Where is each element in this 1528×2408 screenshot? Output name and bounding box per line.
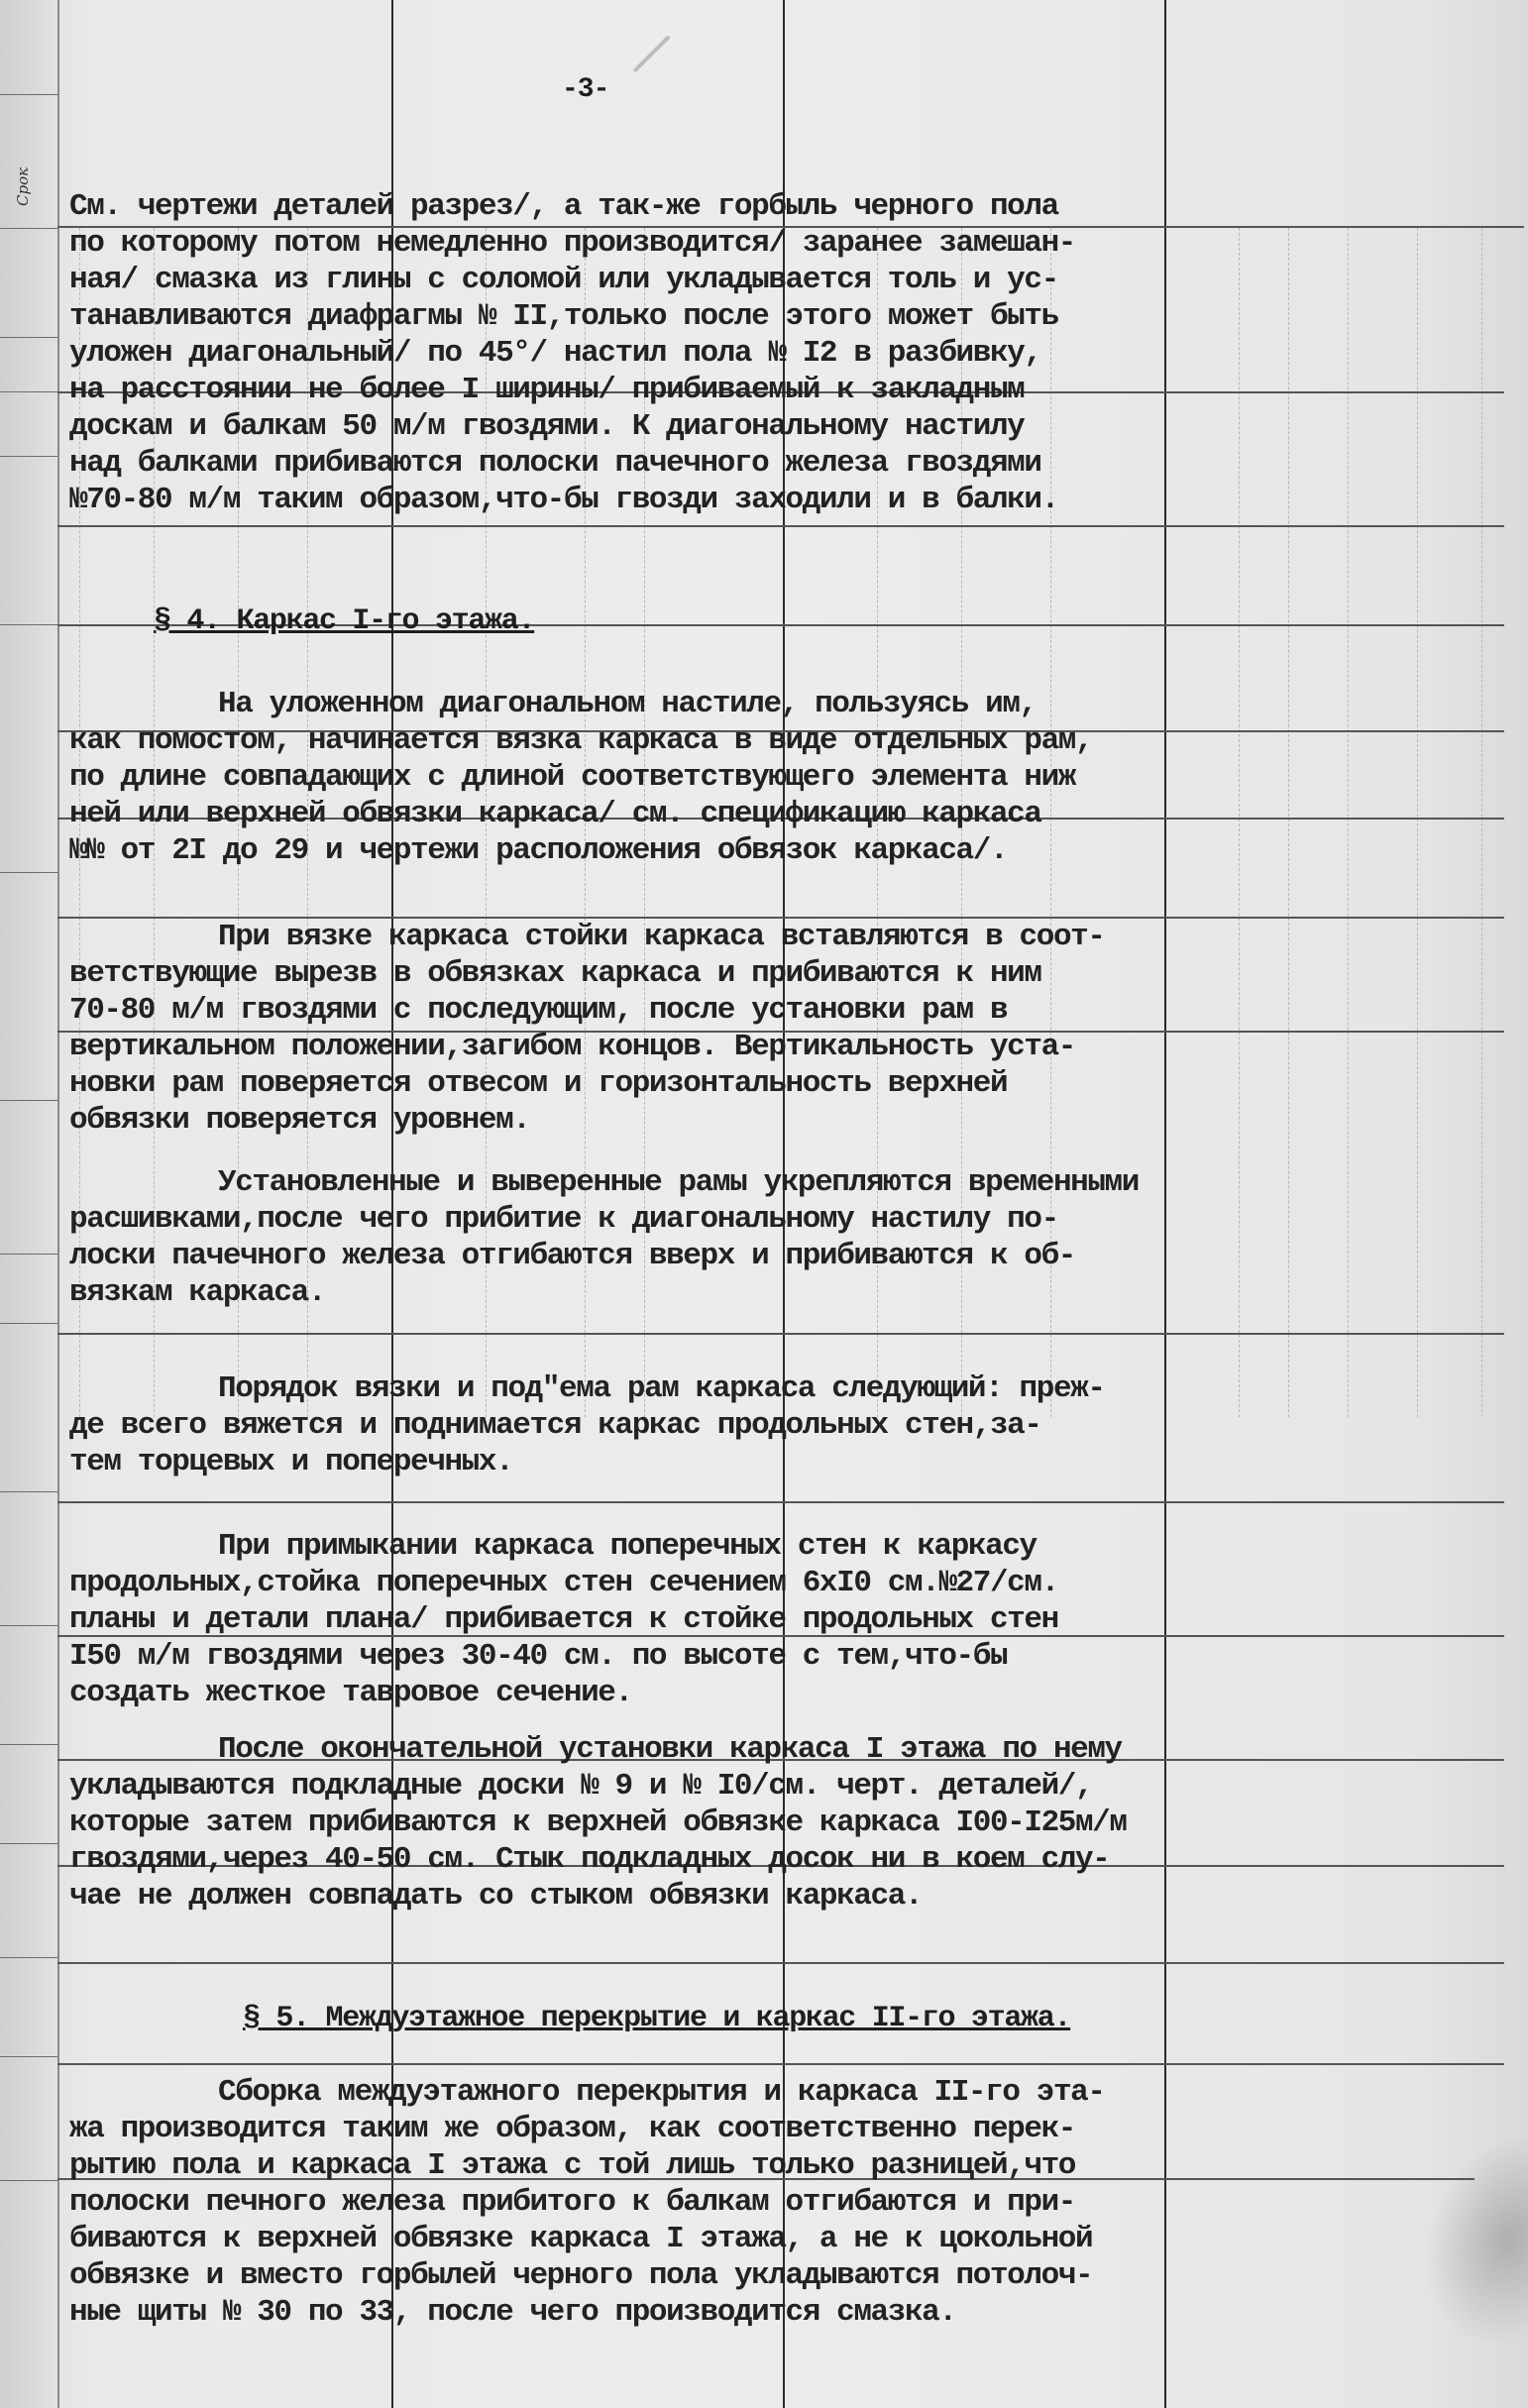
margin-divider bbox=[0, 391, 57, 392]
text-line: тем торцевых и поперечных. bbox=[69, 1445, 513, 1479]
paragraph-4 bbox=[69, 1164, 1387, 1311]
grid-horizontal-rule bbox=[57, 1962, 1504, 1964]
text-line: См. чертежи деталей разрез/, а так-же горбыль черного пола bbox=[69, 189, 1058, 224]
text-line: де всего вяжется и поднимается каркас продольных стен,за- bbox=[69, 1408, 1041, 1443]
margin-divider bbox=[0, 2056, 57, 2057]
text-line: На уложенном диагональном настиле, пользуясь им, bbox=[218, 687, 1037, 721]
margin-divider bbox=[0, 1491, 57, 1492]
text-line: как помостом, начинается вязка каркаса в виде отдельных рам, bbox=[69, 723, 1093, 758]
paragraph-8 bbox=[69, 2074, 1387, 2331]
margin-divider bbox=[0, 1254, 57, 1255]
text-line: лоски пачечного железа отгибаются вверх и прибиваются к об- bbox=[69, 1239, 1075, 1273]
margin-divider bbox=[0, 624, 57, 625]
text-line: жа производится таким же образом, как соответственно перек- bbox=[69, 2112, 1075, 2146]
text-line: ная/ смазка из глины с соломой или укладывается толь и ус- bbox=[69, 263, 1058, 297]
margin-label-srok: Срок bbox=[14, 166, 32, 206]
text-line: над балками прибиваются полоски пачечного железа гвоздями bbox=[69, 446, 1041, 481]
text-line: Установленные и выверенные рамы укрепляются временными bbox=[218, 1165, 1139, 1200]
paragraph-1 bbox=[69, 188, 1387, 518]
section-4-heading: § 4. Каркас I-го этажа. bbox=[154, 604, 535, 638]
left-margin-strip bbox=[0, 0, 59, 2408]
margin-divider bbox=[0, 337, 57, 338]
text-line: 70-80 м/м гвоздями с последующим, после установки рам в bbox=[69, 993, 1008, 1028]
margin-divider bbox=[0, 872, 57, 873]
text-line: уложен диагональный/ по 45°/ настил пола № I2 в разбивку, bbox=[69, 336, 1041, 371]
text-line: рытию пола и каркаса I этажа с той лишь только разницей,что bbox=[69, 2148, 1075, 2183]
margin-divider bbox=[0, 1625, 57, 1626]
text-line: №№ от 2I до 29 и чертежи расположения обвязок каркаса/. bbox=[69, 833, 1008, 868]
text-line: Порядок вязки и под"ема рам каркаса следующий: преж- bbox=[218, 1371, 1105, 1406]
text-line: При вязке каркаса стойки каркаса вставляются в соот- bbox=[218, 920, 1105, 954]
paragraph-3 bbox=[69, 919, 1387, 1139]
paragraph-2 bbox=[69, 686, 1387, 869]
pencil-mark bbox=[633, 35, 671, 72]
paper-scuff bbox=[1396, 2110, 1528, 2368]
margin-divider bbox=[0, 1100, 57, 1101]
margin-divider bbox=[0, 1843, 57, 1844]
text-line: новки рам поверяется отвесом и горизонтальность верхней bbox=[69, 1066, 1008, 1101]
text-line: по длине совпадающих с длиной соответствующего элемента ниж bbox=[69, 760, 1075, 795]
text-line: обвязке и вместо горбылей черного пола укладываются потолоч- bbox=[69, 2258, 1093, 2293]
text-line: После окончательной установки каркаса I этажа по нему bbox=[218, 1732, 1122, 1767]
text-line: вертикальном положении,загибом концов. Вертикальность уста- bbox=[69, 1030, 1075, 1064]
section-5-heading: § 5. Междуэтажное перекрытие и каркас II-го этажа. bbox=[243, 2002, 1071, 2035]
paragraph-5 bbox=[69, 1370, 1387, 1480]
grid-horizontal-rule bbox=[57, 1333, 1504, 1335]
text-line: биваются к верхней обвязке каркаса I этажа, а не к цокольной bbox=[69, 2222, 1093, 2256]
text-line: ветствующие вырезв в обвязках каркаса и прибиваются к ним bbox=[69, 956, 1041, 991]
margin-divider bbox=[0, 2180, 57, 2181]
text-line: I50 м/м гвоздями через 30-40 см. по высоте с тем,что-бы bbox=[69, 1639, 1008, 1674]
text-line: вязкам каркаса. bbox=[69, 1275, 326, 1310]
text-line: чае не должен совпадать со стыком обвязки каркаса. bbox=[69, 1879, 923, 1914]
text-line: расшивками,после чего прибитие к диагональному настилу по- bbox=[69, 1202, 1058, 1237]
text-line: обвязки поверяется уровнем. bbox=[69, 1103, 530, 1138]
text-line: гвоздями,через 40-50 см. Стык подкладных досок ни в коем слу- bbox=[69, 1842, 1110, 1877]
grid-horizontal-rule bbox=[57, 2063, 1504, 2065]
text-line: создать жесткое тавровое сечение. bbox=[69, 1676, 632, 1710]
text-line: полоски печного железа прибитого к балкам отгибаются и при- bbox=[69, 2185, 1075, 2220]
text-line: танавливаются диафрагмы № II,только после этого может быть bbox=[69, 299, 1058, 334]
text-line: ней или верхней обвязки каркаса/ см. спецификацию каркаса bbox=[69, 797, 1041, 831]
margin-divider bbox=[0, 94, 57, 95]
grid-horizontal-rule bbox=[57, 1501, 1504, 1503]
margin-divider bbox=[0, 456, 57, 457]
paragraph-7 bbox=[69, 1731, 1387, 1915]
grid-dashed-line bbox=[1481, 228, 1482, 1417]
text-line: ные щиты № 30 по 33, после чего производится смазка. bbox=[69, 2295, 956, 2330]
text-line: на расстоянии не более I ширины/ прибиваемый к закладным bbox=[69, 373, 1025, 407]
text-line: При примыкании каркаса поперечных стен к каркасу bbox=[218, 1529, 1037, 1564]
page-number: -3- bbox=[562, 74, 609, 105]
margin-divider bbox=[0, 1323, 57, 1324]
text-line: укладываются подкладные доски № 9 и № I0/см. черт. деталей/, bbox=[69, 1769, 1093, 1804]
text-line: №70-80 м/м таким образом,что-бы гвозди заходили и в балки. bbox=[69, 483, 1058, 517]
grid-horizontal-rule bbox=[57, 525, 1504, 527]
text-line: доскам и балкам 50 м/м гвоздями. К диагональному настилу bbox=[69, 409, 1025, 444]
margin-divider bbox=[0, 228, 57, 229]
margin-divider bbox=[0, 1957, 57, 1958]
text-line: планы и детали плана/ прибивается к стойке продольных стен bbox=[69, 1602, 1058, 1637]
text-line: по которому потом немедленно производится/ заранее замешан- bbox=[69, 226, 1075, 261]
margin-divider bbox=[0, 1744, 57, 1745]
text-line: которые затем прибиваются к верхней обвязке каркаса I00-I25м/м bbox=[69, 1806, 1127, 1840]
text-line: продольных,стойка поперечных стен сечением 6xI0 см.№27/см. bbox=[69, 1566, 1058, 1600]
paragraph-6 bbox=[69, 1528, 1387, 1711]
text-line: Сборка междуэтажного перекрытия и каркаса II-го эта- bbox=[218, 2075, 1105, 2110]
grid-dashed-line bbox=[1417, 228, 1418, 1417]
